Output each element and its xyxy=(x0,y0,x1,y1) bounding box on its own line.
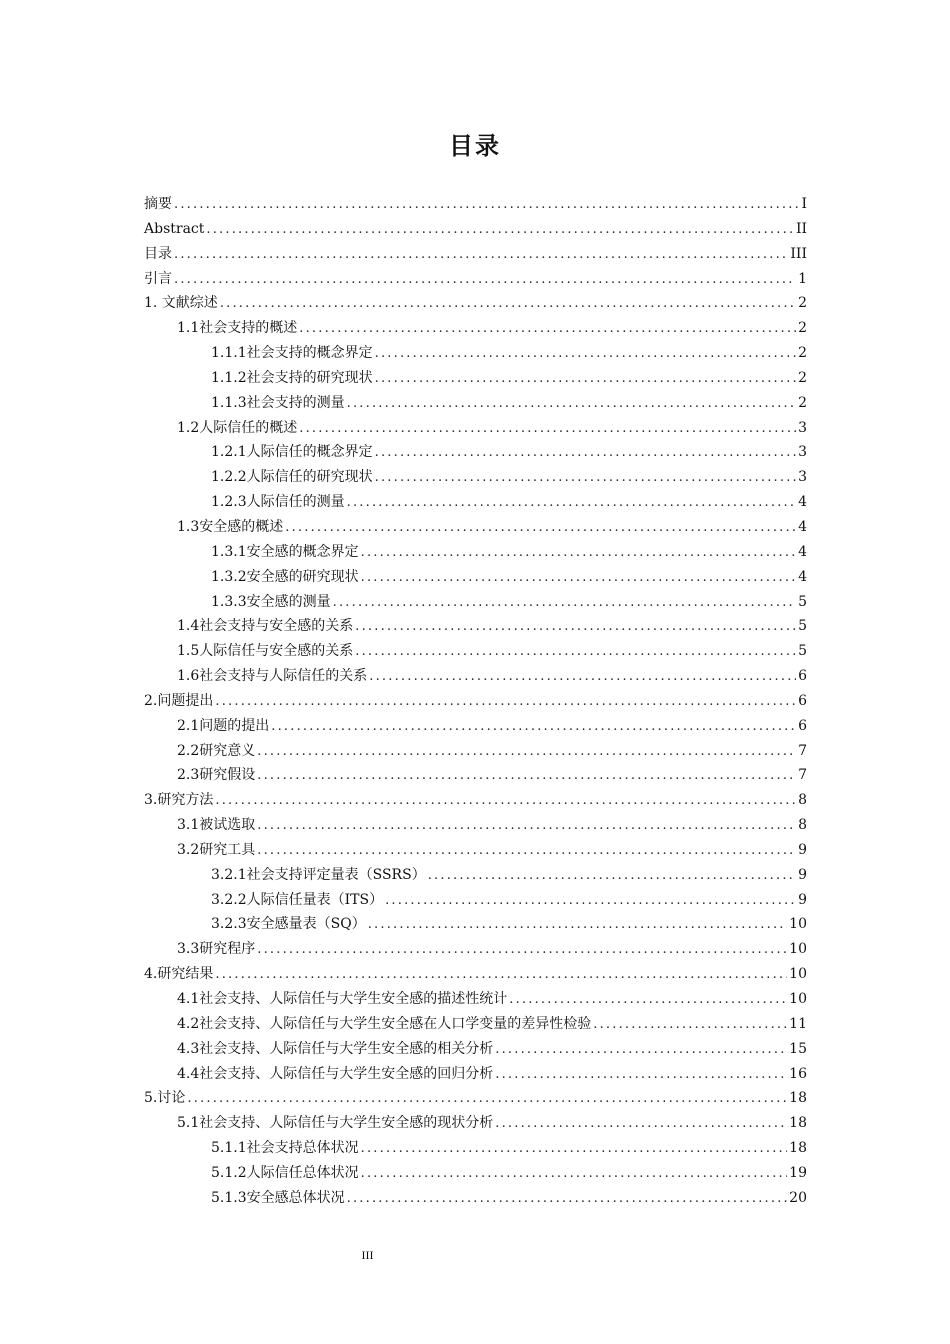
toc-entry[interactable] xyxy=(144,217,807,242)
toc-entry-label: 1.3.2安全感的研究现状 xyxy=(211,568,359,585)
toc-entry[interactable] xyxy=(144,788,807,813)
toc-entry-page: 2 xyxy=(798,369,807,386)
toc-entry-page: 7 xyxy=(798,767,807,784)
toc-entry-page: I xyxy=(801,196,807,212)
toc-entry-label: 5.讨论 xyxy=(144,1090,186,1107)
toc-leader-dots xyxy=(369,665,796,690)
toc-entry-page: 9 xyxy=(798,891,807,908)
toc-entry-page: 6 xyxy=(798,717,807,734)
toc-entry-label: 1.1.3社会支持的测量 xyxy=(211,394,345,411)
toc-entry-page: 2 xyxy=(798,320,807,337)
toc-leader-dots xyxy=(361,1162,788,1187)
toc-leader-dots xyxy=(220,292,796,317)
toc-entry-label: 5.1.2人际信任总体状况 xyxy=(211,1164,359,1181)
toc-entry[interactable] xyxy=(144,1161,807,1186)
toc-leader-dots xyxy=(593,1013,787,1038)
toc-entry[interactable] xyxy=(144,714,807,739)
toc-entry-label: 3.2.3安全感量表（SQ） xyxy=(211,916,366,933)
toc-entry-label: 1. 文献综述 xyxy=(144,295,218,312)
toc-leader-dots xyxy=(495,1038,787,1063)
toc-entry[interactable] xyxy=(144,565,807,590)
toc-entry[interactable] xyxy=(144,1086,807,1111)
toc-leader-dots xyxy=(375,441,796,466)
toc-entry-label: Abstract xyxy=(144,220,205,237)
toc-leader-dots xyxy=(385,889,796,914)
page-title: 目录 xyxy=(449,132,501,160)
toc-entry-page: 4 xyxy=(798,543,807,560)
toc-leader-dots xyxy=(361,566,796,591)
toc-leader-dots xyxy=(215,789,796,814)
toc-entry[interactable] xyxy=(144,590,807,615)
toc-entry[interactable] xyxy=(144,1111,807,1136)
toc-entry-page: 2 xyxy=(798,394,807,411)
toc-leader-dots xyxy=(375,466,796,491)
toc-entry-label: 2.1问题的提出 xyxy=(177,717,270,734)
toc-leader-dots xyxy=(257,938,787,963)
toc-entry-page: 8 xyxy=(798,817,807,834)
toc-entry-label: 1.1.2社会支持的研究现状 xyxy=(211,369,373,386)
toc-entry[interactable] xyxy=(144,440,807,465)
toc-entry-label: 1.3.1安全感的概念界定 xyxy=(211,543,359,560)
toc-entry-page: 11 xyxy=(789,1015,807,1032)
toc-leader-dots xyxy=(187,1087,787,1112)
toc-entry-page: 2 xyxy=(798,345,807,362)
toc-leader-dots xyxy=(257,764,796,789)
toc-leader-dots xyxy=(215,690,796,715)
toc-entry-label: 5.1社会支持、人际信任与大学生安全感的现状分析 xyxy=(177,1115,494,1132)
toc-entry[interactable] xyxy=(144,192,807,217)
toc-entry-page: 19 xyxy=(789,1164,807,1181)
toc-entry-page: 4 xyxy=(798,494,807,511)
toc-entry-page: 3 xyxy=(798,444,807,461)
toc-entry-label: 1.1.1社会支持的概念界定 xyxy=(211,345,373,362)
toc-leader-dots xyxy=(428,864,796,889)
toc-entry-page: 10 xyxy=(789,966,807,983)
toc-leader-dots xyxy=(174,268,796,293)
toc-entry[interactable] xyxy=(144,813,807,838)
toc-entry[interactable] xyxy=(144,391,807,416)
toc-entry-label: 1.2.1人际信任的概念界定 xyxy=(211,444,373,461)
toc-entry[interactable] xyxy=(144,1012,807,1037)
toc-entry[interactable] xyxy=(144,267,807,292)
toc-entry-label: 1.3安全感的概述 xyxy=(177,518,284,535)
toc-entry[interactable] xyxy=(144,1186,807,1211)
toc-entry-label: 3.2.1社会支持评定量表（SSRS） xyxy=(211,866,426,883)
toc-entry[interactable] xyxy=(144,540,807,565)
toc-leader-dots xyxy=(509,988,787,1013)
toc-leader-dots xyxy=(375,367,796,392)
toc-entry-label: 3.研究方法 xyxy=(144,792,214,809)
toc-entry[interactable] xyxy=(144,341,807,366)
toc-entry[interactable] xyxy=(144,515,807,540)
toc-leader-dots xyxy=(206,218,794,243)
toc-leader-dots xyxy=(271,715,796,740)
toc-leader-dots xyxy=(347,392,796,417)
toc-entry[interactable] xyxy=(144,739,807,764)
toc-entry[interactable] xyxy=(144,962,807,987)
toc-entry-page: 18 xyxy=(789,1115,807,1132)
toc-entry[interactable] xyxy=(144,664,807,689)
toc-leader-dots xyxy=(355,640,796,665)
toc-entry[interactable] xyxy=(144,614,807,639)
toc-leader-dots xyxy=(495,1112,787,1137)
toc-leader-dots xyxy=(174,243,788,268)
toc-entry-label: 4.研究结果 xyxy=(144,966,214,983)
toc-entry[interactable] xyxy=(144,465,807,490)
toc-leader-dots xyxy=(375,342,796,367)
toc-entry[interactable] xyxy=(144,1136,807,1161)
toc-leader-dots xyxy=(361,541,796,566)
toc-entry-label: 3.3研究程序 xyxy=(177,941,256,958)
toc-entry[interactable] xyxy=(144,1037,807,1062)
toc-entry-page: 3 xyxy=(798,469,807,486)
toc-entry-page: 16 xyxy=(789,1065,807,1082)
toc-entry-label: 1.3.3安全感的测量 xyxy=(211,593,331,610)
toc-entry-label: 3.2.2人际信任量表（ITS） xyxy=(211,891,384,908)
toc-entry-page: 1 xyxy=(798,270,807,287)
toc-entry[interactable] xyxy=(144,863,807,888)
toc-entry[interactable] xyxy=(144,763,807,788)
toc-entry-page: III xyxy=(790,245,807,262)
toc-leader-dots xyxy=(257,740,796,765)
table-of-contents xyxy=(144,192,807,1211)
toc-entry[interactable] xyxy=(144,490,807,515)
toc-entry-label: 4.3社会支持、人际信任与大学生安全感的相关分析 xyxy=(177,1040,494,1057)
toc-leader-dots xyxy=(299,317,796,342)
toc-entry-label: 1.1社会支持的概述 xyxy=(177,320,298,337)
toc-entry-page: 9 xyxy=(798,866,807,883)
toc-entry-label: 1.2.2人际信任的研究现状 xyxy=(211,469,373,486)
toc-entry-page: 9 xyxy=(798,841,807,858)
toc-entry-page: 2 xyxy=(798,295,807,312)
toc-entry[interactable] xyxy=(144,987,807,1012)
toc-entry-page: 4 xyxy=(798,518,807,535)
toc-entry-label: 2.问题提出 xyxy=(144,692,214,709)
toc-entry-page: 18 xyxy=(789,1140,807,1157)
toc-leader-dots xyxy=(333,591,796,616)
toc-entry-label: 1.5人际信任与安全感的关系 xyxy=(177,643,354,660)
toc-leader-dots xyxy=(257,839,796,864)
toc-entry-label: 3.2研究工具 xyxy=(177,841,256,858)
toc-entry-label: 5.1.3安全感总体状况 xyxy=(211,1189,345,1206)
toc-entry-page: 10 xyxy=(789,916,807,933)
toc-leader-dots xyxy=(495,1063,787,1088)
toc-entry-label: 1.6社会支持与人际信任的关系 xyxy=(177,668,368,685)
toc-entry-page: 5 xyxy=(798,643,807,660)
toc-leader-dots xyxy=(347,1187,788,1212)
toc-entry[interactable] xyxy=(144,242,807,267)
toc-entry[interactable] xyxy=(144,291,807,316)
toc-leader-dots xyxy=(368,913,787,938)
toc-entry-page: 7 xyxy=(798,742,807,759)
toc-entry-page: 5 xyxy=(798,618,807,635)
toc-leader-dots xyxy=(361,1137,788,1162)
toc-entry-label: 3.1被试选取 xyxy=(177,817,256,834)
toc-entry[interactable] xyxy=(144,316,807,341)
toc-entry[interactable] xyxy=(144,937,807,962)
toc-entry-page: 10 xyxy=(789,941,807,958)
toc-entry-page: 20 xyxy=(789,1189,807,1206)
toc-entry-page: 18 xyxy=(789,1090,807,1107)
toc-leader-dots xyxy=(215,963,787,988)
toc-entry-page: 5 xyxy=(798,593,807,610)
toc-entry-label: 5.1.1社会支持总体状况 xyxy=(211,1140,359,1157)
toc-leader-dots xyxy=(355,615,796,640)
toc-entry-label: 4.1社会支持、人际信任与大学生安全感的描述性统计 xyxy=(177,991,508,1007)
toc-entry-page: 6 xyxy=(798,692,807,709)
toc-entry-page: 8 xyxy=(798,792,807,809)
toc-entry-page: 3 xyxy=(798,419,807,436)
toc-entry-label: 4.4社会支持、人际信任与大学生安全感的回归分析 xyxy=(177,1065,494,1082)
toc-leader-dots xyxy=(347,491,796,516)
toc-entry[interactable] xyxy=(144,639,807,664)
toc-entry-page: 10 xyxy=(789,991,807,1007)
toc-entry[interactable] xyxy=(144,366,807,391)
toc-leader-dots xyxy=(285,516,796,541)
toc-entry-label: 引言 xyxy=(144,270,172,287)
toc-entry-label: 4.2社会支持、人际信任与大学生安全感在人口学变量的差异性检验 xyxy=(177,1015,592,1032)
toc-entry-page: 6 xyxy=(798,668,807,685)
toc-leader-dots xyxy=(257,814,796,839)
toc-entry[interactable] xyxy=(144,838,807,863)
page-number: III xyxy=(361,1248,374,1262)
toc-entry-page: 15 xyxy=(789,1040,807,1057)
toc-entry-label: 2.3研究假设 xyxy=(177,767,256,784)
toc-entry-label: 1.2人际信任的概述 xyxy=(177,419,298,436)
toc-entry[interactable] xyxy=(144,888,807,913)
toc-leader-dots xyxy=(299,417,796,442)
toc-entry-label: 1.4社会支持与安全感的关系 xyxy=(177,618,354,635)
toc-entry-page: 4 xyxy=(798,568,807,585)
toc-entry-label: 1.2.3人际信任的测量 xyxy=(211,494,345,511)
toc-entry-label: 2.2研究意义 xyxy=(177,742,256,759)
toc-entry[interactable] xyxy=(144,1062,807,1087)
toc-leader-dots xyxy=(174,193,799,218)
toc-entry[interactable] xyxy=(144,416,807,441)
toc-entry[interactable] xyxy=(144,912,807,937)
toc-entry-page: II xyxy=(795,220,807,237)
toc-entry[interactable] xyxy=(144,689,807,714)
toc-entry-label: 目录 xyxy=(144,245,172,262)
toc-entry-label: 摘要 xyxy=(144,196,172,212)
